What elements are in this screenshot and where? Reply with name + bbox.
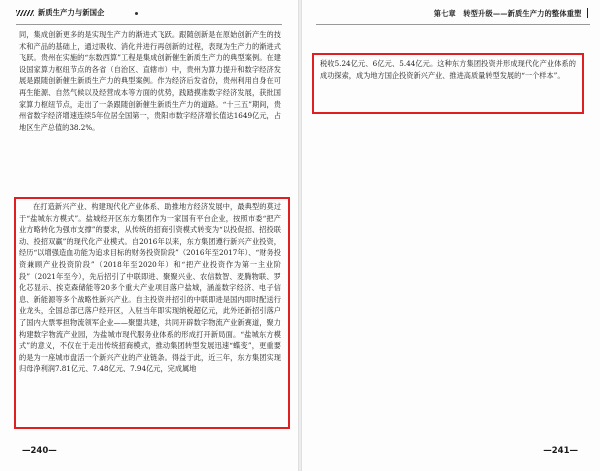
running-header-left: 新质生产力与新国企 <box>16 8 105 18</box>
page-number-right: —241— <box>543 446 578 456</box>
right-page <box>302 0 600 471</box>
header-stripes-icon <box>16 10 34 16</box>
header-rule-right <box>316 24 590 25</box>
page-number-left: —240— <box>22 446 57 456</box>
header-bar-icon <box>587 8 589 18</box>
body-paragraph-2: 在打造新兴产业、构建现代化产业体系、助推地方经济发展中，最典型的莫过于“盐城东方模式”。盐城经开区东方集团作为一家国有平台企业，按照市委“把产业方略转化为强市支撑”的要求，从传统的招商引资模式转变为“以投促招、招投联动、投招双赢”的现代化产业模式。自2016年以来，东方集团遵行新兴产业投资，经历“以增强造血功能为追求目标的财务投资阶段”（2016年至2017年）、“财务投资兼顾产业投资阶段”（2018年至2020年）和“把产业投资作为第一主业阶段”（2021年至今），先后招引了中联即进、聚聚兴业、农信数智、麦腾物联、罗化芯显示、挨克森储能等20多个重大产业项目落户盐城，涵盖数字经济、电子信息、新能源等多个战略性新兴产业。自主投资并招引的中联即进是国内即时配送行业龙头，全国总部已落户经开区，入驻当年即实现纳税超亿元，此外还新招引落户了国内大票零担物流领军企业——聚盟共建，共同开辟数字物流产业新赛道，聚力构建数字物流产业园，为盐城市现代服务业体系的形成打开新局面。“盐城东方模式”的意义，不仅在于走出传统招商模式，推动集团转型发展迅速“蝶变”，更重要的是为一座城市盘活一个新兴产业的产业链条。得益于此，近三年，东方集团实现归母净利润7.81亿元、7.48亿元、7.94亿元，完成属地 <box>19 202 281 374</box>
body-paragraph-1: 同，集成创新更多的是实现生产力的渐进式飞跃。跟随创新是在原始创新产生的技术和产品的基础上，通过吸收、消化并进行再创新的过程，表现为生产力的渐进式飞跃。贵州在实施的“东数西算”工程是集成创新催生新质生产力的典型案例。在建设国家算力枢纽节点的各省（自治区、直辖市）中，贵州为算力提升和数字经济发展是跟随创新催生新质生产力的典型案例。作为经济后发省份，贵州利用自身在可再生能源、自然气候以及经营成本等方面的优势，践踏摸准数字经济发展，获批国家算力枢纽节点，走出了一条跟随创新催生新质生产力的道路。“十三五”期间，贵州省数字经济增速连续5年位居全国第一，贵阳市数字经济增长值达1649亿元，占地区生产总值的38.2%。 <box>19 30 281 132</box>
running-header-right: 第七章 转型升级——新质生产力的整体重塑 <box>434 8 588 19</box>
body-paragraph-right: 税收5.24亿元、6亿元、5.44亿元。这种东方集团投资并形成现代化产业体系的成功探索，成为地方国企投资新兴产业、推进高质量转型发展的“一个样本”。 <box>320 59 576 80</box>
bullet-icon <box>135 12 138 15</box>
left-page <box>0 0 298 471</box>
header-rule-left <box>16 24 282 25</box>
